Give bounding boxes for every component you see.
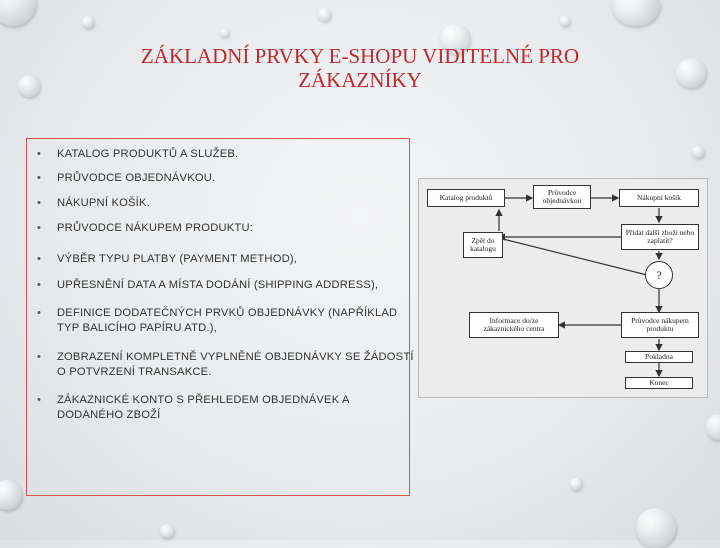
water-drop-decoration <box>160 524 174 538</box>
node-decision-question: ? <box>645 261 673 289</box>
water-drop-decoration <box>570 478 582 490</box>
bullet-item: • PRŮVODCE NÁKUPEM PRODUKTU: <box>37 221 417 236</box>
water-drop-decoration <box>220 28 229 37</box>
bullet-item: • UPŘESNĚNÍ DATA A MÍSTA DODÁNÍ (SHIPPING ADDRESS), <box>37 278 417 293</box>
bullet-item: • DEFINICE DODATEČNÝCH PRVKŮ OBJEDNÁVKY (NAPŘÍKLAD TYP BALICÍHO PAPÍRU ATD.), <box>37 306 417 336</box>
bullet-item: • NÁKUPNÍ KOŠÍK. <box>37 196 417 211</box>
bullet-item: • ZÁKAZNICKÉ KONTO S PŘEHLEDEM OBJEDNÁVEK A DODANÉHO ZBOŽÍ <box>37 393 417 423</box>
node-konec: Konec <box>625 377 693 389</box>
node-katalog-produktu: Katalog produktů <box>427 189 505 207</box>
node-informace-zakaznicke-centrum: Informace do/ze zákaznického centra <box>469 312 559 338</box>
node-pruvodce-objednavkou: Průvodce objednávkou <box>533 185 591 209</box>
water-drop-decoration <box>706 414 720 440</box>
water-drop-decoration <box>0 480 22 510</box>
node-nakupni-kosik: Nákupní košík <box>619 189 699 207</box>
water-drop-decoration <box>636 508 676 548</box>
node-pruvodce-nakupem: Průvodce nákupem produktu <box>621 312 699 338</box>
bullet-item: • KATALOG PRODUKTŮ A SLUŽEB. <box>37 147 417 162</box>
flow-arrows <box>419 179 709 399</box>
bullet-item: • VÝBĚR TYPU PLATBY (PAYMENT METHOD), <box>37 252 417 267</box>
water-drop-decoration <box>18 75 40 97</box>
node-zpet-do-katalogu: Zpět do katalogu <box>463 232 503 258</box>
water-drop-decoration <box>692 146 704 158</box>
water-drop-decoration <box>560 16 570 26</box>
eshop-flow-diagram <box>418 178 708 398</box>
water-drop-decoration <box>82 16 94 28</box>
node-pokladna: Pokladna <box>625 351 693 363</box>
water-drop-decoration <box>0 0 36 26</box>
bullet-item: • PRŮVODCE OBJEDNÁVKOU. <box>37 171 417 186</box>
bullet-item: • ZOBRAZENÍ KOMPLETNĚ VYPLNĚNÉ OBJEDNÁVKY SE ŽÁDOSTÍ O POTVRZENÍ TRANSAKCE. <box>37 350 417 380</box>
node-pridat-nebo-zaplatit: Přidat další zboží nebo zaplatit? <box>621 224 699 250</box>
water-drop-decoration <box>318 8 331 21</box>
water-drop-decoration <box>676 58 706 88</box>
slide-title: ZÁKLADNÍ PRVKY E-SHOPU VIDITELNÉ PRO ZÁKAZNÍKY <box>140 44 580 92</box>
water-drop-decoration <box>612 0 660 26</box>
bullet-list-box <box>26 138 414 496</box>
